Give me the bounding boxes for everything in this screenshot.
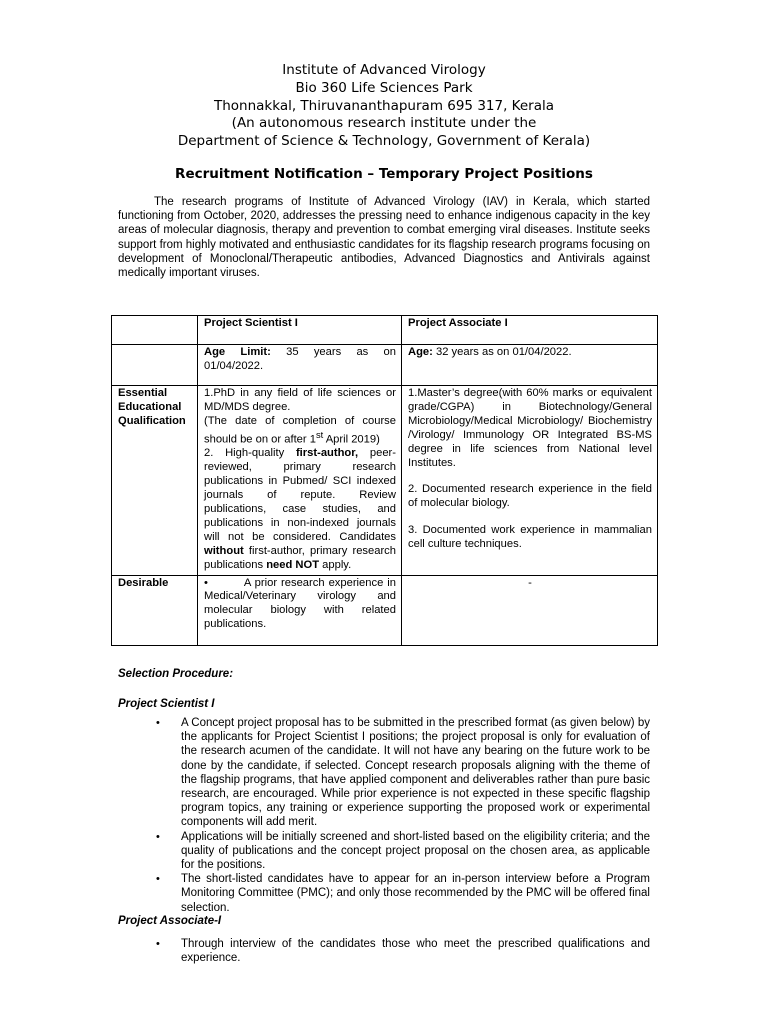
desirable-scientist (198, 575, 402, 645)
qualification-row (112, 386, 658, 576)
scientist-list (118, 716, 650, 915)
sci-q2 (204, 447, 396, 572)
desirable-text: A prior research experience in Medical/Veterinary virology and molecular biology with related publications. (204, 576, 396, 631)
q2-bold: without (204, 544, 244, 557)
bullet: • (156, 717, 160, 729)
list-item-text: The short-listed candidates have to appear for an in-person interview before a Program Monitoring Committee (PMC); and only those recommended by the PMC will be offered final selection. (181, 873, 650, 914)
age-label: Age Limit: (204, 346, 271, 358)
age-scientist (198, 345, 402, 386)
qualification-associate (402, 386, 658, 576)
scientist-section-title: Project Scientist I (118, 698, 215, 710)
autonomous-line: (An autonomous research institute under the (231, 115, 537, 131)
age-row (112, 345, 658, 386)
list-item (118, 716, 650, 830)
empty-cell (112, 316, 198, 345)
empty-cell (112, 345, 198, 386)
q2-text: apply. (319, 558, 352, 571)
q2-text: 2. High-quality (204, 447, 296, 460)
list-item-text: Through interview of the candidates those who meet the prescribed qualifications and experience. (181, 938, 650, 965)
age-associate (402, 345, 658, 386)
associate-list (118, 937, 650, 965)
requirements-table (111, 315, 658, 646)
address-line: Thonnakkal, Thiruvananthapuram 695 317, Kerala (213, 98, 554, 114)
selection-title: Selection Procedure: (118, 668, 234, 680)
desirable-label: Desirable (112, 575, 198, 645)
sci-q1: 1.PhD in any field of life sciences or MD/MDS degree. (204, 387, 396, 413)
qualification-label: Essential Educational Qualification (112, 386, 198, 576)
assoc-q2: 2. Documented research experience in the field of molecular biology. (408, 483, 652, 510)
desirable-row (112, 575, 658, 645)
bullet: • (156, 830, 160, 843)
q2-text: first-author, primary research publications (204, 544, 396, 571)
q2-text: peer-reviewed, primary research publications in Pubmed/ SCI indexed journals of repute. Review publications, case studies, and publications in non-indexed journals will not be considered. Candidates (204, 447, 396, 543)
list-item-text: A Concept project proposal has to be submitted in the prescribed format (as given below) by the applicants for Project Scientist I positions; the project proposal is only for evaluation of the research acumen of the candidate. It will not have any bearing on the future work to be done by the candidate, if selected. Concept research proposals aligning with the theme of the flagship programs, that have applied component and deliverables rather than pure basic research, are encouraged. While prior experience is not expected in these specific flagship program topics, any training or experience supporting the proposed work or experimental components will add merit. (181, 717, 650, 829)
note-text: (The date of completion of course should be on or after 1 (204, 414, 396, 446)
bullet: • (204, 576, 208, 589)
col-header-scientist: Project Scientist I (198, 316, 402, 345)
age-value: 35 years as on 01/04/2022. (204, 346, 396, 372)
assoc-q3: 3. Documented work experience in mammalian cell culture techniques. (408, 524, 652, 551)
department-line: Department of Science & Technology, Government of Kerala) (177, 133, 591, 149)
list-item (118, 937, 650, 965)
age-value: 32 years as on 01/04/2022. (432, 346, 572, 358)
qualification-scientist (198, 386, 402, 576)
notice-title: Recruitment Notification – Temporary Project Positions (175, 166, 593, 182)
sci-q1-note (204, 415, 396, 448)
list-item-text: Applications will be initially screened and short-listed based on the eligibility criteria; and the quality of publications and the concept project proposal on the chosen area, as applicable for the positions. (181, 830, 650, 872)
note-sup: st (315, 429, 324, 440)
institute-name: Institute of Advanced Virology (282, 62, 486, 78)
col-header-associate: Project Associate I (402, 316, 658, 345)
bullet: • (156, 873, 160, 886)
park-name: Bio 360 Life Sciences Park (295, 80, 473, 96)
bullet: • (156, 938, 160, 950)
table-header-row (112, 316, 658, 345)
q2-bold: need NOT (266, 558, 320, 571)
associate-section-title: Project Associate-I (118, 915, 222, 927)
list-item (118, 830, 650, 873)
desirable-associate: - (402, 575, 658, 645)
q2-bold: first-author, (295, 447, 359, 460)
note-text: April 2019) (323, 433, 380, 446)
age-label: Age: (408, 346, 433, 358)
intro-paragraph: The research programs of Institute of Advanced Virology (IAV) in Kerala, which started functioning from October, 2020, addresses the pressing need to enhance indigenous capacity in the key areas of molecular diagnosis, therapy and prevention to combat emerging viral diseases. Institute seeks support from highly motivated and enthusiastic candidates for its flagship research programs focusing on development of Monoclonal/Therapeutic antibodies, Advanced Diagnostics and Antivirals against medically important viruses. (118, 196, 650, 280)
list-item (118, 872, 650, 915)
assoc-q1: 1.Master’s degree(with 60% marks or equivalent grade/CGPA) in Biotechnology/General Microbiology/Medical Microbiology/ Biochemistry /Virology/ Immunology OR Integrated BS-MS degree in life sciences from National level Institutes. (408, 387, 652, 469)
